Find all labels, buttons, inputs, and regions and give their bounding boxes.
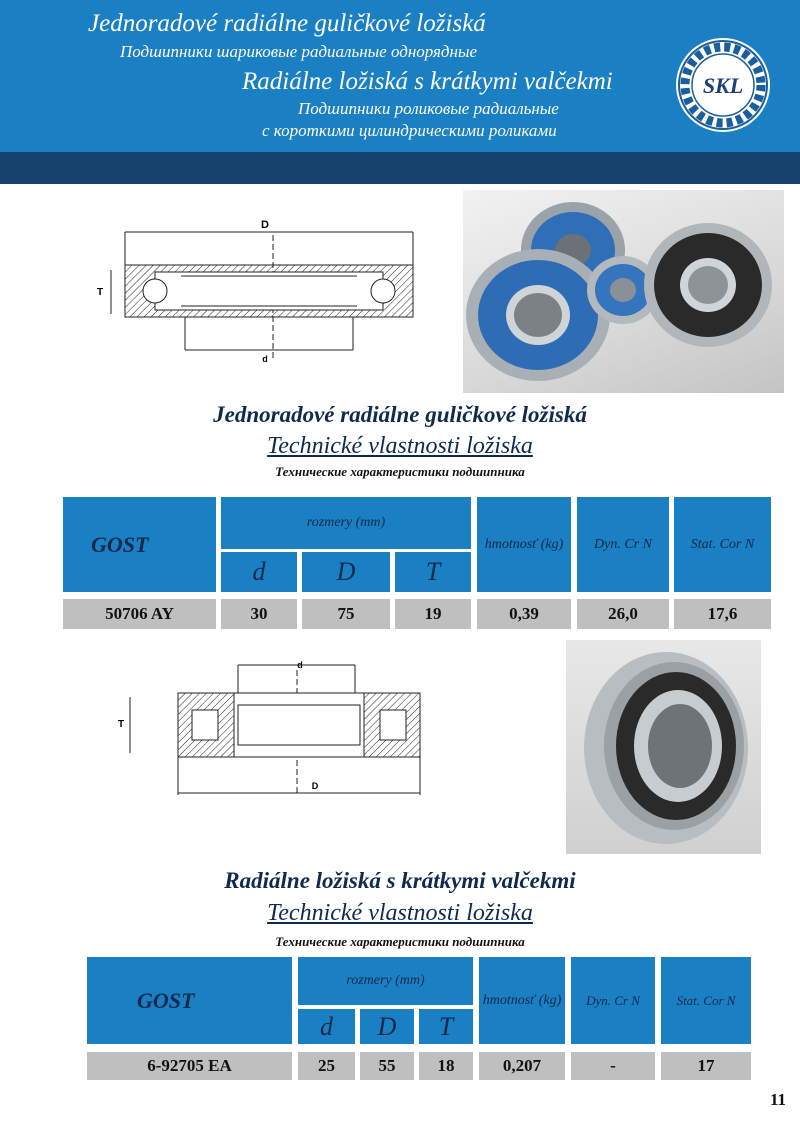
section2-subtitle-ru: Технические характеристики подшипника — [275, 934, 525, 949]
col-d: d — [221, 552, 297, 592]
svg-text:D: D — [261, 219, 269, 231]
col-T: T — [395, 552, 471, 592]
col-stat: Stat. Cor N — [661, 957, 751, 1044]
col-mass: hmotnosť (kg) — [479, 957, 565, 1044]
section1-title: Jednoradové radiálne guličkové ložiská — [213, 402, 587, 427]
col-gost: GOST — [63, 497, 216, 592]
ball-bearing-drawing — [95, 210, 435, 380]
svg-text:d: d — [297, 660, 303, 670]
header-title-ru-2b: с короткими цилиндрическими роликами — [262, 121, 557, 140]
skl-logo — [676, 38, 770, 132]
section2-subtitle: Technické vlastnosti ložiska — [267, 900, 533, 926]
col-dyn: Dyn. Cr N — [577, 497, 669, 592]
cell-d: 25 — [298, 1052, 355, 1080]
header-title-sk-1: Jednoradové radiálne guličkové ložiská — [88, 10, 486, 37]
col-dims: rozmery (mm) — [221, 497, 471, 549]
col-stat: Stat. Cor N — [674, 497, 771, 592]
cell-stat: 17,6 — [674, 599, 771, 629]
col-T: T — [419, 1009, 473, 1044]
cell-dyn: 26,0 — [577, 599, 669, 629]
col-D: D — [360, 1009, 414, 1044]
page-header — [0, 0, 800, 152]
page-number: 11 — [769, 1090, 786, 1109]
cell-mass: 0,207 — [479, 1052, 565, 1080]
header-title-sk-2: Radiálne ložiská s krátkymi valčekmi — [242, 68, 613, 95]
header-title-ru-2a: Подшипники роликовые радиальные — [298, 99, 559, 118]
svg-text:D: D — [311, 781, 319, 791]
svg-text:T: T — [97, 287, 104, 298]
svg-text:d: d — [262, 354, 268, 364]
col-gost: GOST — [87, 957, 292, 1044]
roller-bearing-photo — [566, 640, 761, 854]
header-title-ru-1: Подшипники шариковые радиальные однорядные — [120, 42, 478, 61]
section1-subtitle: Technické vlastnosti ložiska — [267, 433, 533, 459]
col-mass: hmotnosť (kg) — [477, 497, 571, 592]
cell-d: 30 — [221, 599, 297, 629]
col-dims: rozmery (mm) — [298, 957, 473, 1005]
svg-text:SKL: SKL — [702, 73, 744, 98]
section1-subtitle-ru: Технические характеристики подшипника — [275, 464, 525, 479]
ball-bearings-photo — [463, 190, 784, 393]
cell-T: 18 — [419, 1052, 473, 1080]
svg-text:T: T — [118, 719, 125, 730]
header-stripe — [0, 152, 800, 184]
col-D: D — [302, 552, 390, 592]
col-d: d — [298, 1009, 355, 1044]
cell-gost: 6-92705 EA — [87, 1052, 292, 1080]
cell-D: 55 — [360, 1052, 414, 1080]
cell-stat: 17 — [661, 1052, 751, 1080]
cell-mass: 0,39 — [477, 599, 571, 629]
roller-bearing-drawing — [110, 655, 440, 805]
cell-gost: 50706 AY — [63, 599, 216, 629]
cell-dyn: - — [571, 1052, 655, 1080]
cell-D: 75 — [302, 599, 390, 629]
col-dyn: Dyn. Cr N — [571, 957, 655, 1044]
cell-T: 19 — [395, 599, 471, 629]
section2-title: Radiálne ložiská s krátkymi valčekmi — [224, 868, 576, 893]
